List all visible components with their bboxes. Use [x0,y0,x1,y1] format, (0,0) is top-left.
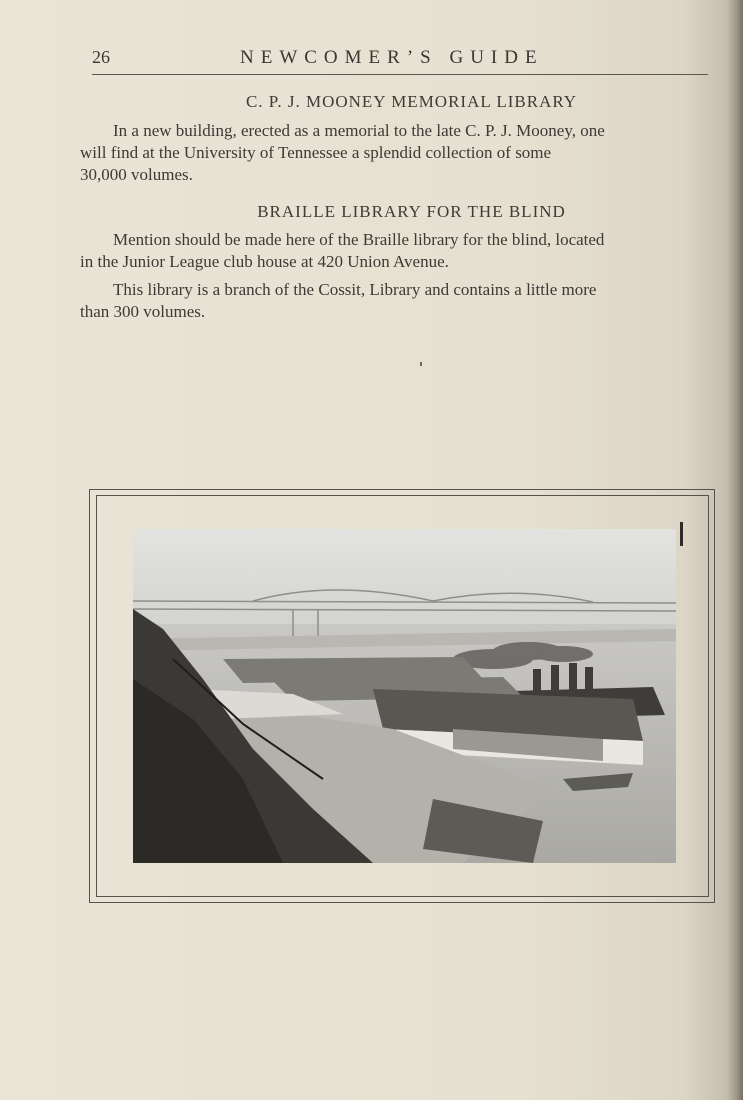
text-line: than 300 volumes. [80,302,206,321]
text-line: This library is a branch of the Cossit, Library and contains a little more [113,280,597,299]
riverfront-photograph [133,529,676,863]
section-heading-mooney-library: C. P. J. MOONEY MEMORIAL LIBRARY [245,92,578,111]
book-spine-shadow [727,0,743,1100]
section-heading-braille-library: BRAILLE LIBRARY FOR THE BLIND [257,202,566,221]
text-line: in the Junior League club house at 420 Union Avenue. [80,252,449,271]
paragraph-braille-branch [80,279,716,323]
page-header [92,44,708,75]
print-speck [420,362,422,366]
text-line: Mention should be made here of the Braille library for the blind, located [113,230,605,249]
running-head: NEWCOMER’S GUIDE [240,47,544,68]
page-number: 26 [92,47,110,67]
photo-edge-mark [680,522,683,546]
riverfront-scene [133,529,676,863]
text-line: will find at the University of Tennessee a splendid collection of some [80,143,552,162]
paragraph-braille-location [80,229,716,273]
text-line: 30,000 volumes. [80,165,193,184]
paragraph-mooney-library [80,120,716,186]
text-line: In a new building, erected as a memorial to the late C. P. J. Mooney, one [113,121,605,140]
